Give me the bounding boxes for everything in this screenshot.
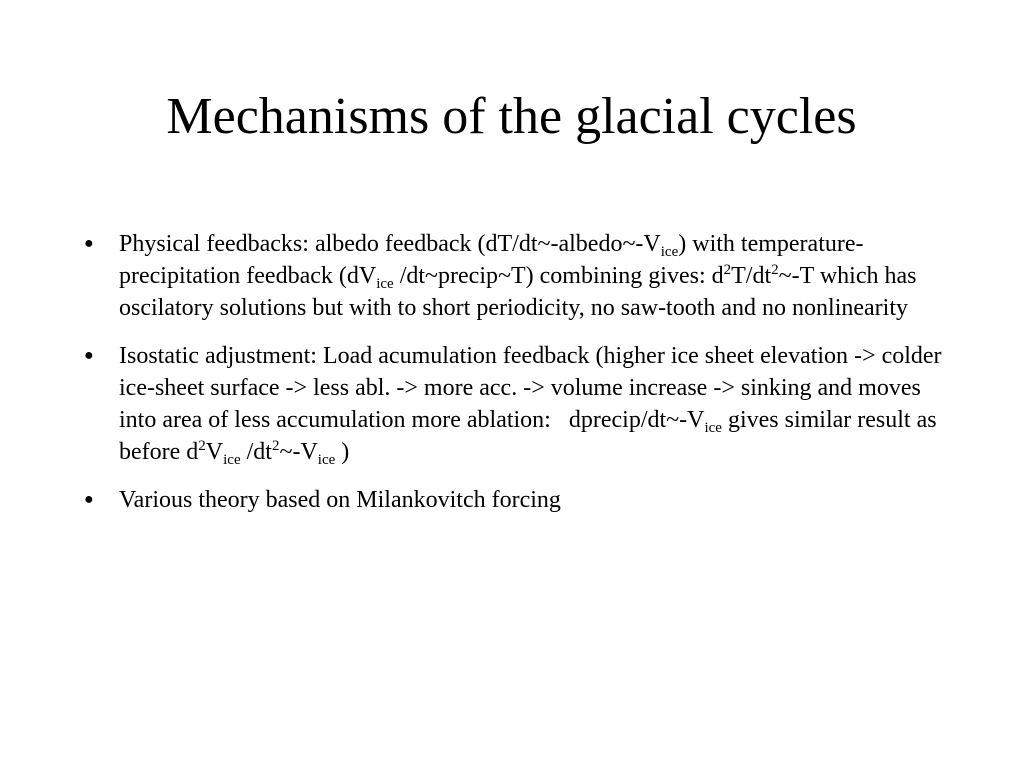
text-run: ~-T which has oscilatory solutions but with to short periodicity, no saw-tooth and no nonlinearity — [119, 263, 917, 321]
bullet-text — [119, 343, 942, 468]
bullet-dot-icon: ● — [84, 491, 94, 508]
subscript: ice — [317, 452, 336, 468]
subscript: ice — [660, 244, 679, 260]
text-run: T/dt — [731, 263, 772, 289]
text-run: V — [205, 439, 224, 465]
subscript: ice — [223, 452, 241, 468]
subscript: ice — [704, 420, 722, 436]
subscript: ice — [376, 276, 394, 292]
bullet-item — [84, 228, 944, 324]
text-run: /dt — [240, 439, 272, 465]
superscript: 2 — [723, 262, 732, 278]
bullet-dot-icon: ● — [84, 347, 94, 364]
text-run: ) — [335, 439, 350, 465]
bullet-dot-icon: ● — [84, 235, 94, 252]
text-run: /dt~precip~T) combining gives: d — [393, 263, 724, 289]
text-run: Isostatic adjustment: Load acumulation feedback (higher ice sheet elevation -> colder ice-sheet surface -> less abl. -> more acc. -> volume increase -> sinking and moves into area of less accumulation more ablation: dprecip/dt~-V — [119, 343, 942, 433]
slide-title: Mechanisms of the glacial cycles — [166, 88, 857, 145]
superscript: 2 — [271, 438, 280, 454]
bullet-list — [84, 228, 944, 532]
superscript: 2 — [771, 262, 779, 278]
text-run: Physical feedbacks: albedo feedback (dT/dt~-albedo~-V — [119, 231, 661, 257]
bullet-item — [84, 484, 944, 516]
bullet-text — [119, 231, 916, 321]
text-run: ~-V — [279, 439, 318, 465]
superscript: 2 — [198, 438, 206, 454]
text-run: Various theory based on Milankovitch forcing — [119, 487, 561, 513]
text-run: gives similar result as before d — [119, 407, 937, 465]
text-run: ) with temperature-precipitation feedback (dV — [119, 231, 864, 289]
bullet-text — [119, 487, 561, 513]
bullet-item — [84, 340, 944, 468]
